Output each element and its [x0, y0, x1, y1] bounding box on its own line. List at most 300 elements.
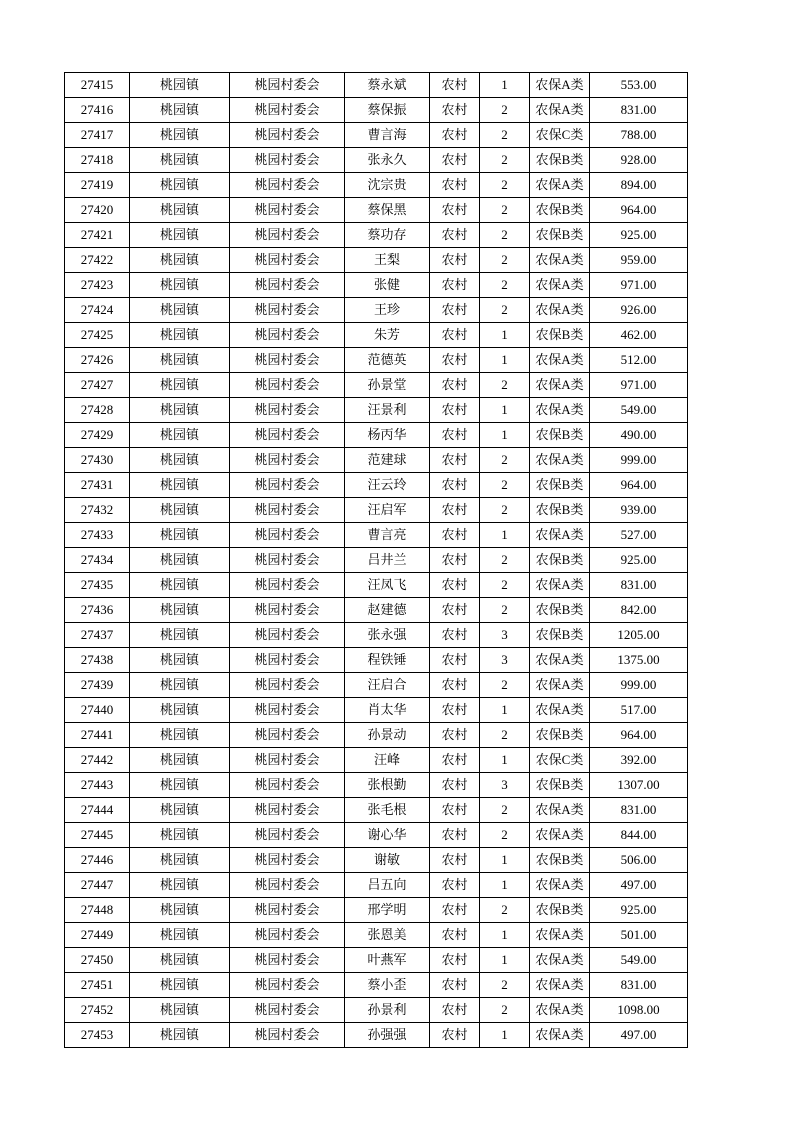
table-row [65, 423, 688, 448]
cell-town: 桃园镇 [130, 423, 230, 448]
cell-count: 2 [480, 248, 530, 273]
table-row [65, 898, 688, 923]
cell-residence-type: 农村 [430, 673, 480, 698]
cell-count: 3 [480, 623, 530, 648]
cell-count: 2 [480, 723, 530, 748]
cell-record-id: 27422 [65, 248, 130, 273]
cell-insurance-category: 农保B类 [530, 148, 590, 173]
cell-count: 2 [480, 973, 530, 998]
cell-village-committee: 桃园村委会 [230, 173, 345, 198]
cell-town: 桃园镇 [130, 873, 230, 898]
cell-residence-type: 农村 [430, 398, 480, 423]
cell-insurance-category: 农保A类 [530, 248, 590, 273]
table-row [65, 998, 688, 1023]
cell-person-name: 范德英 [345, 348, 430, 373]
cell-insurance-category: 农保A类 [530, 998, 590, 1023]
cell-record-id: 27445 [65, 823, 130, 848]
records-table [64, 72, 688, 1048]
cell-person-name: 蔡保振 [345, 98, 430, 123]
cell-amount: 506.00 [590, 848, 688, 873]
cell-record-id: 27444 [65, 798, 130, 823]
table-row [65, 673, 688, 698]
cell-town: 桃园镇 [130, 848, 230, 873]
cell-insurance-category: 农保A类 [530, 798, 590, 823]
cell-person-name: 张永久 [345, 148, 430, 173]
table-row [65, 148, 688, 173]
cell-amount: 527.00 [590, 523, 688, 548]
cell-person-name: 肖太华 [345, 698, 430, 723]
cell-village-committee: 桃园村委会 [230, 1023, 345, 1048]
cell-person-name: 曹言海 [345, 123, 430, 148]
cell-person-name: 谢心华 [345, 823, 430, 848]
cell-record-id: 27430 [65, 448, 130, 473]
cell-insurance-category: 农保A类 [530, 298, 590, 323]
cell-record-id: 27452 [65, 998, 130, 1023]
cell-person-name: 蔡永斌 [345, 73, 430, 98]
cell-insurance-category: 农保C类 [530, 123, 590, 148]
cell-residence-type: 农村 [430, 473, 480, 498]
cell-village-committee: 桃园村委会 [230, 298, 345, 323]
cell-person-name: 吕五向 [345, 873, 430, 898]
cell-village-committee: 桃园村委会 [230, 123, 345, 148]
cell-record-id: 27419 [65, 173, 130, 198]
cell-record-id: 27450 [65, 948, 130, 973]
cell-amount: 392.00 [590, 748, 688, 773]
cell-record-id: 27426 [65, 348, 130, 373]
cell-count: 1 [480, 1023, 530, 1048]
cell-amount: 964.00 [590, 473, 688, 498]
cell-residence-type: 农村 [430, 198, 480, 223]
cell-residence-type: 农村 [430, 823, 480, 848]
table-row [65, 173, 688, 198]
cell-record-id: 27420 [65, 198, 130, 223]
cell-town: 桃园镇 [130, 623, 230, 648]
cell-village-committee: 桃园村委会 [230, 698, 345, 723]
cell-record-id: 27434 [65, 548, 130, 573]
cell-town: 桃园镇 [130, 1023, 230, 1048]
cell-town: 桃园镇 [130, 348, 230, 373]
cell-village-committee: 桃园村委会 [230, 923, 345, 948]
cell-record-id: 27421 [65, 223, 130, 248]
cell-record-id: 27435 [65, 573, 130, 598]
cell-count: 2 [480, 298, 530, 323]
cell-residence-type: 农村 [430, 598, 480, 623]
cell-insurance-category: 农保B类 [530, 498, 590, 523]
cell-count: 1 [480, 323, 530, 348]
cell-count: 2 [480, 123, 530, 148]
cell-amount: 831.00 [590, 573, 688, 598]
table-row [65, 773, 688, 798]
cell-person-name: 朱芳 [345, 323, 430, 348]
cell-person-name: 汪峰 [345, 748, 430, 773]
cell-amount: 1098.00 [590, 998, 688, 1023]
cell-town: 桃园镇 [130, 248, 230, 273]
cell-insurance-category: 农保A类 [530, 573, 590, 598]
table-row [65, 473, 688, 498]
cell-person-name: 叶燕军 [345, 948, 430, 973]
cell-residence-type: 农村 [430, 573, 480, 598]
table-row [65, 348, 688, 373]
cell-town: 桃园镇 [130, 223, 230, 248]
table-row [65, 923, 688, 948]
cell-insurance-category: 农保B类 [530, 198, 590, 223]
cell-residence-type: 农村 [430, 648, 480, 673]
table-row [65, 873, 688, 898]
cell-town: 桃园镇 [130, 523, 230, 548]
cell-village-committee: 桃园村委会 [230, 423, 345, 448]
table-row [65, 1023, 688, 1048]
cell-residence-type: 农村 [430, 423, 480, 448]
cell-town: 桃园镇 [130, 473, 230, 498]
cell-amount: 490.00 [590, 423, 688, 448]
cell-residence-type: 农村 [430, 723, 480, 748]
cell-town: 桃园镇 [130, 148, 230, 173]
cell-residence-type: 农村 [430, 348, 480, 373]
cell-residence-type: 农村 [430, 698, 480, 723]
cell-town: 桃园镇 [130, 823, 230, 848]
table-row [65, 248, 688, 273]
cell-village-committee: 桃园村委会 [230, 598, 345, 623]
cell-amount: 971.00 [590, 373, 688, 398]
cell-insurance-category: 农保B类 [530, 623, 590, 648]
cell-insurance-category: 农保A类 [530, 1023, 590, 1048]
cell-insurance-category: 农保A类 [530, 398, 590, 423]
cell-amount: 517.00 [590, 698, 688, 723]
cell-person-name: 张根勤 [345, 773, 430, 798]
cell-residence-type: 农村 [430, 298, 480, 323]
cell-insurance-category: 农保A类 [530, 648, 590, 673]
cell-count: 2 [480, 823, 530, 848]
cell-person-name: 赵建德 [345, 598, 430, 623]
cell-village-committee: 桃园村委会 [230, 398, 345, 423]
cell-village-committee: 桃园村委会 [230, 998, 345, 1023]
cell-insurance-category: 农保A类 [530, 973, 590, 998]
cell-village-committee: 桃园村委会 [230, 798, 345, 823]
cell-village-committee: 桃园村委会 [230, 98, 345, 123]
cell-record-id: 27424 [65, 298, 130, 323]
cell-amount: 844.00 [590, 823, 688, 848]
cell-amount: 831.00 [590, 798, 688, 823]
cell-insurance-category: 农保B类 [530, 848, 590, 873]
cell-amount: 928.00 [590, 148, 688, 173]
cell-town: 桃园镇 [130, 173, 230, 198]
table-row [65, 73, 688, 98]
cell-amount: 1375.00 [590, 648, 688, 673]
cell-town: 桃园镇 [130, 73, 230, 98]
cell-town: 桃园镇 [130, 998, 230, 1023]
cell-insurance-category: 农保B类 [530, 773, 590, 798]
cell-residence-type: 农村 [430, 1023, 480, 1048]
cell-person-name: 曹言亮 [345, 523, 430, 548]
cell-amount: 842.00 [590, 598, 688, 623]
cell-village-committee: 桃园村委会 [230, 773, 345, 798]
cell-village-committee: 桃园村委会 [230, 523, 345, 548]
table-row [65, 948, 688, 973]
cell-count: 1 [480, 948, 530, 973]
cell-insurance-category: 农保B类 [530, 598, 590, 623]
cell-count: 2 [480, 273, 530, 298]
cell-record-id: 27415 [65, 73, 130, 98]
cell-amount: 939.00 [590, 498, 688, 523]
cell-record-id: 27446 [65, 848, 130, 873]
cell-count: 2 [480, 373, 530, 398]
cell-person-name: 汪云玲 [345, 473, 430, 498]
cell-amount: 512.00 [590, 348, 688, 373]
table-row [65, 748, 688, 773]
cell-insurance-category: 农保B类 [530, 323, 590, 348]
cell-village-committee: 桃园村委会 [230, 223, 345, 248]
cell-town: 桃园镇 [130, 323, 230, 348]
cell-residence-type: 农村 [430, 223, 480, 248]
cell-amount: 964.00 [590, 723, 688, 748]
cell-amount: 831.00 [590, 98, 688, 123]
cell-village-committee: 桃园村委会 [230, 248, 345, 273]
cell-record-id: 27433 [65, 523, 130, 548]
cell-insurance-category: 农保A类 [530, 373, 590, 398]
cell-insurance-category: 农保A类 [530, 173, 590, 198]
cell-person-name: 蔡保黑 [345, 198, 430, 223]
cell-residence-type: 农村 [430, 448, 480, 473]
cell-insurance-category: 农保A类 [530, 698, 590, 723]
cell-amount: 549.00 [590, 948, 688, 973]
cell-insurance-category: 农保A类 [530, 73, 590, 98]
table-row [65, 298, 688, 323]
cell-person-name: 王梨 [345, 248, 430, 273]
cell-count: 2 [480, 98, 530, 123]
cell-residence-type: 农村 [430, 998, 480, 1023]
cell-insurance-category: 农保B类 [530, 723, 590, 748]
cell-person-name: 汪景利 [345, 398, 430, 423]
table-row [65, 598, 688, 623]
cell-village-committee: 桃园村委会 [230, 73, 345, 98]
cell-town: 桃园镇 [130, 198, 230, 223]
cell-record-id: 27436 [65, 598, 130, 623]
cell-count: 1 [480, 523, 530, 548]
table-row [65, 98, 688, 123]
cell-residence-type: 农村 [430, 948, 480, 973]
cell-residence-type: 农村 [430, 98, 480, 123]
cell-amount: 1307.00 [590, 773, 688, 798]
cell-amount: 894.00 [590, 173, 688, 198]
table-row [65, 398, 688, 423]
cell-village-committee: 桃园村委会 [230, 898, 345, 923]
cell-town: 桃园镇 [130, 673, 230, 698]
cell-person-name: 张永强 [345, 623, 430, 648]
cell-person-name: 范建球 [345, 448, 430, 473]
cell-count: 3 [480, 773, 530, 798]
cell-count: 3 [480, 648, 530, 673]
cell-residence-type: 农村 [430, 873, 480, 898]
cell-record-id: 27427 [65, 373, 130, 398]
cell-amount: 549.00 [590, 398, 688, 423]
cell-count: 1 [480, 748, 530, 773]
cell-village-committee: 桃园村委会 [230, 323, 345, 348]
cell-residence-type: 农村 [430, 548, 480, 573]
cell-residence-type: 农村 [430, 523, 480, 548]
table-row [65, 848, 688, 873]
cell-town: 桃园镇 [130, 98, 230, 123]
cell-insurance-category: 农保A类 [530, 873, 590, 898]
table-row [65, 698, 688, 723]
cell-town: 桃园镇 [130, 273, 230, 298]
cell-insurance-category: 农保B类 [530, 223, 590, 248]
cell-count: 1 [480, 348, 530, 373]
cell-village-committee: 桃园村委会 [230, 823, 345, 848]
cell-insurance-category: 农保B类 [530, 423, 590, 448]
table-row [65, 448, 688, 473]
cell-residence-type: 农村 [430, 373, 480, 398]
cell-town: 桃园镇 [130, 898, 230, 923]
table-row [65, 523, 688, 548]
cell-village-committee: 桃园村委会 [230, 848, 345, 873]
cell-person-name: 孙景动 [345, 723, 430, 748]
cell-insurance-category: 农保A类 [530, 923, 590, 948]
cell-record-id: 27437 [65, 623, 130, 648]
cell-record-id: 27432 [65, 498, 130, 523]
cell-residence-type: 农村 [430, 248, 480, 273]
cell-person-name: 沈宗贵 [345, 173, 430, 198]
cell-amount: 501.00 [590, 923, 688, 948]
cell-record-id: 27447 [65, 873, 130, 898]
cell-record-id: 27453 [65, 1023, 130, 1048]
cell-count: 2 [480, 898, 530, 923]
cell-residence-type: 农村 [430, 923, 480, 948]
cell-insurance-category: 农保A类 [530, 448, 590, 473]
cell-record-id: 27441 [65, 723, 130, 748]
cell-record-id: 27439 [65, 673, 130, 698]
table-row [65, 123, 688, 148]
cell-village-committee: 桃园村委会 [230, 623, 345, 648]
cell-town: 桃园镇 [130, 973, 230, 998]
table-row [65, 623, 688, 648]
cell-person-name: 汪凤飞 [345, 573, 430, 598]
cell-record-id: 27442 [65, 748, 130, 773]
cell-record-id: 27440 [65, 698, 130, 723]
table-row [65, 198, 688, 223]
cell-village-committee: 桃园村委会 [230, 873, 345, 898]
cell-person-name: 王珍 [345, 298, 430, 323]
cell-town: 桃园镇 [130, 748, 230, 773]
cell-village-committee: 桃园村委会 [230, 373, 345, 398]
cell-residence-type: 农村 [430, 148, 480, 173]
cell-amount: 964.00 [590, 198, 688, 223]
cell-amount: 831.00 [590, 973, 688, 998]
cell-town: 桃园镇 [130, 548, 230, 573]
cell-insurance-category: 农保C类 [530, 748, 590, 773]
cell-amount: 925.00 [590, 548, 688, 573]
cell-town: 桃园镇 [130, 948, 230, 973]
cell-count: 2 [480, 548, 530, 573]
cell-insurance-category: 农保A类 [530, 948, 590, 973]
cell-village-committee: 桃园村委会 [230, 673, 345, 698]
cell-residence-type: 农村 [430, 748, 480, 773]
cell-amount: 999.00 [590, 673, 688, 698]
cell-amount: 462.00 [590, 323, 688, 348]
cell-record-id: 27448 [65, 898, 130, 923]
cell-town: 桃园镇 [130, 598, 230, 623]
cell-count: 2 [480, 473, 530, 498]
cell-amount: 1205.00 [590, 623, 688, 648]
cell-village-committee: 桃园村委会 [230, 648, 345, 673]
cell-residence-type: 农村 [430, 123, 480, 148]
cell-residence-type: 农村 [430, 498, 480, 523]
table-row [65, 223, 688, 248]
cell-town: 桃园镇 [130, 923, 230, 948]
cell-person-name: 孙景利 [345, 998, 430, 1023]
cell-count: 1 [480, 423, 530, 448]
table-row [65, 323, 688, 348]
cell-record-id: 27451 [65, 973, 130, 998]
cell-count: 2 [480, 573, 530, 598]
cell-residence-type: 农村 [430, 173, 480, 198]
cell-town: 桃园镇 [130, 648, 230, 673]
cell-count: 1 [480, 73, 530, 98]
cell-residence-type: 农村 [430, 848, 480, 873]
cell-town: 桃园镇 [130, 798, 230, 823]
cell-record-id: 27429 [65, 423, 130, 448]
cell-village-committee: 桃园村委会 [230, 273, 345, 298]
cell-amount: 971.00 [590, 273, 688, 298]
cell-village-committee: 桃园村委会 [230, 498, 345, 523]
cell-count: 1 [480, 848, 530, 873]
cell-person-name: 汪启军 [345, 498, 430, 523]
cell-town: 桃园镇 [130, 723, 230, 748]
cell-count: 1 [480, 923, 530, 948]
cell-residence-type: 农村 [430, 323, 480, 348]
records-table-body [65, 73, 688, 1048]
cell-count: 2 [480, 198, 530, 223]
cell-residence-type: 农村 [430, 773, 480, 798]
cell-person-name: 孙强强 [345, 1023, 430, 1048]
table-row [65, 573, 688, 598]
table-row [65, 548, 688, 573]
cell-town: 桃园镇 [130, 498, 230, 523]
cell-amount: 788.00 [590, 123, 688, 148]
cell-record-id: 27418 [65, 148, 130, 173]
cell-insurance-category: 农保A类 [530, 273, 590, 298]
cell-record-id: 27417 [65, 123, 130, 148]
cell-town: 桃园镇 [130, 448, 230, 473]
cell-count: 2 [480, 798, 530, 823]
cell-count: 1 [480, 698, 530, 723]
cell-town: 桃园镇 [130, 773, 230, 798]
cell-village-committee: 桃园村委会 [230, 548, 345, 573]
cell-count: 1 [480, 873, 530, 898]
cell-count: 2 [480, 173, 530, 198]
cell-record-id: 27423 [65, 273, 130, 298]
cell-village-committee: 桃园村委会 [230, 973, 345, 998]
cell-record-id: 27416 [65, 98, 130, 123]
cell-count: 2 [480, 998, 530, 1023]
cell-village-committee: 桃园村委会 [230, 448, 345, 473]
cell-residence-type: 农村 [430, 898, 480, 923]
cell-amount: 925.00 [590, 898, 688, 923]
cell-village-committee: 桃园村委会 [230, 573, 345, 598]
cell-person-name: 吕井兰 [345, 548, 430, 573]
cell-record-id: 27438 [65, 648, 130, 673]
table-row [65, 973, 688, 998]
cell-residence-type: 农村 [430, 798, 480, 823]
cell-village-committee: 桃园村委会 [230, 723, 345, 748]
cell-insurance-category: 农保A类 [530, 523, 590, 548]
cell-residence-type: 农村 [430, 623, 480, 648]
cell-person-name: 邢学明 [345, 898, 430, 923]
cell-village-committee: 桃园村委会 [230, 948, 345, 973]
cell-insurance-category: 农保A类 [530, 98, 590, 123]
cell-count: 2 [480, 448, 530, 473]
cell-town: 桃园镇 [130, 123, 230, 148]
cell-town: 桃园镇 [130, 298, 230, 323]
